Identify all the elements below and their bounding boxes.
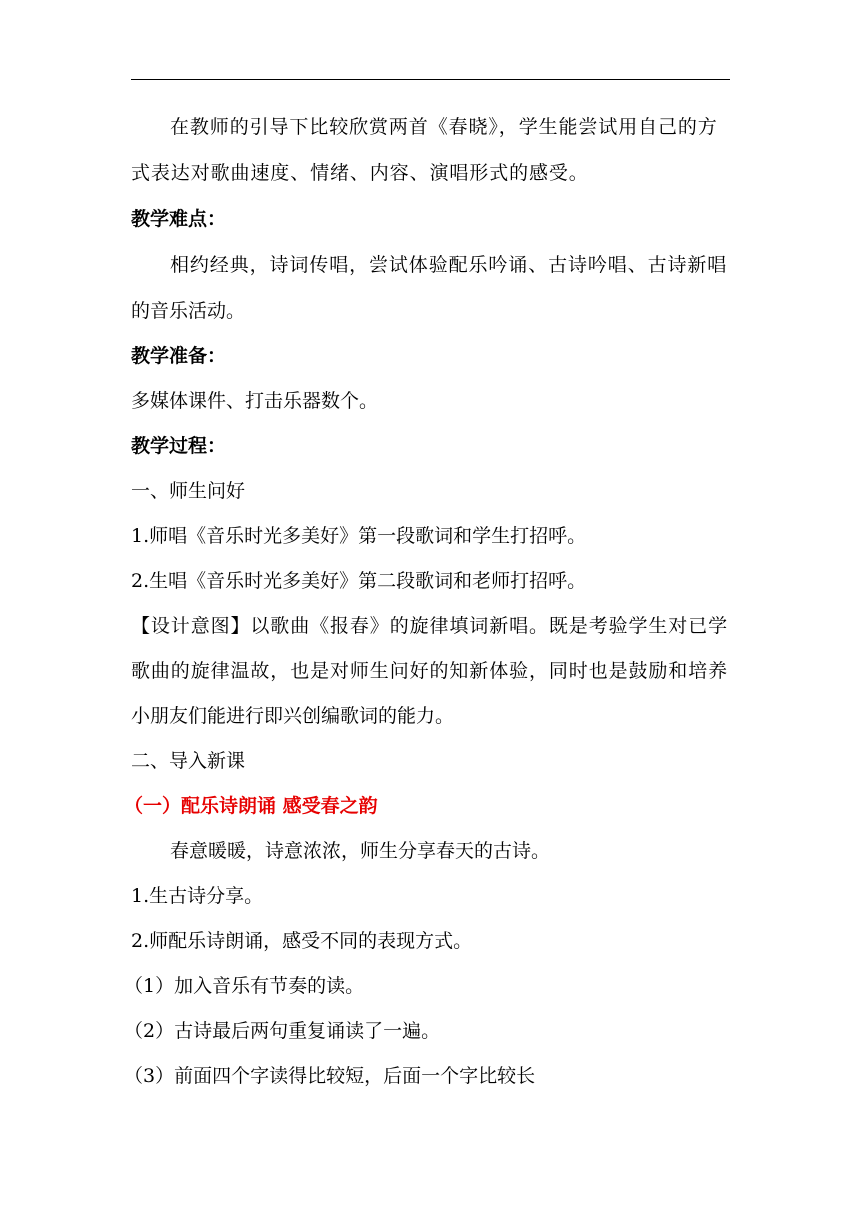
step-heading: 一、师生问好 [131,480,246,502]
paragraph-line: 多媒体课件、打击乐器数个。 [131,390,379,412]
design-intent-line: 【设计意图】以歌曲《报春》的旋律填词新唱。既是考验学生对已学 [131,615,729,637]
sub-list-item: （1）加入音乐有节奏的读。 [124,975,365,997]
paragraph-line: 在教师的引导下比较欣赏两首《春晓》，学生能尝试用自己的方 [170,116,718,138]
list-item: 1.师唱《音乐时光多美好》第一段歌词和学生打招呼。 [131,525,587,547]
list-item: 2.生唱《音乐时光多美好》第二段歌词和老师打招呼。 [131,570,587,592]
section-heading-difficulties: 教学难点： [131,208,227,230]
step-heading: 二、导入新课 [131,750,246,772]
red-subheading: （一）配乐诗朗诵 感受春之韵 [124,795,378,817]
list-item: 2.师配乐诗朗诵，感受不同的表现方式。 [131,930,473,952]
paragraph-line: 春意暖暖，诗意浓浓，师生分享春天的古诗。 [170,840,551,862]
paragraph-line: 式表达对歌曲速度、情绪、内容、演唱形式的感受。 [131,162,589,184]
section-heading-process: 教学过程： [131,435,227,457]
sub-list-item: （3）前面四个字读得比较短，后面一个字比较长 [124,1065,536,1087]
paragraph-line: 歌曲的旋律温故，也是对师生问好的知新体验，同时也是鼓励和培养 [131,660,729,682]
sub-list-item: （2）古诗最后两句重复诵读了一遍。 [124,1020,441,1042]
paragraph-line: 的音乐活动。 [131,300,246,322]
header-rule [131,79,730,80]
paragraph-line: 小朋友们能进行即兴创编歌词的能力。 [131,705,455,727]
list-item: 1.生古诗分享。 [131,885,264,907]
paragraph-line: 相约经典，诗词传唱，尝试体验配乐吟诵、古诗吟唱、古诗新唱 [170,254,728,276]
section-heading-preparation: 教学准备： [131,345,227,367]
